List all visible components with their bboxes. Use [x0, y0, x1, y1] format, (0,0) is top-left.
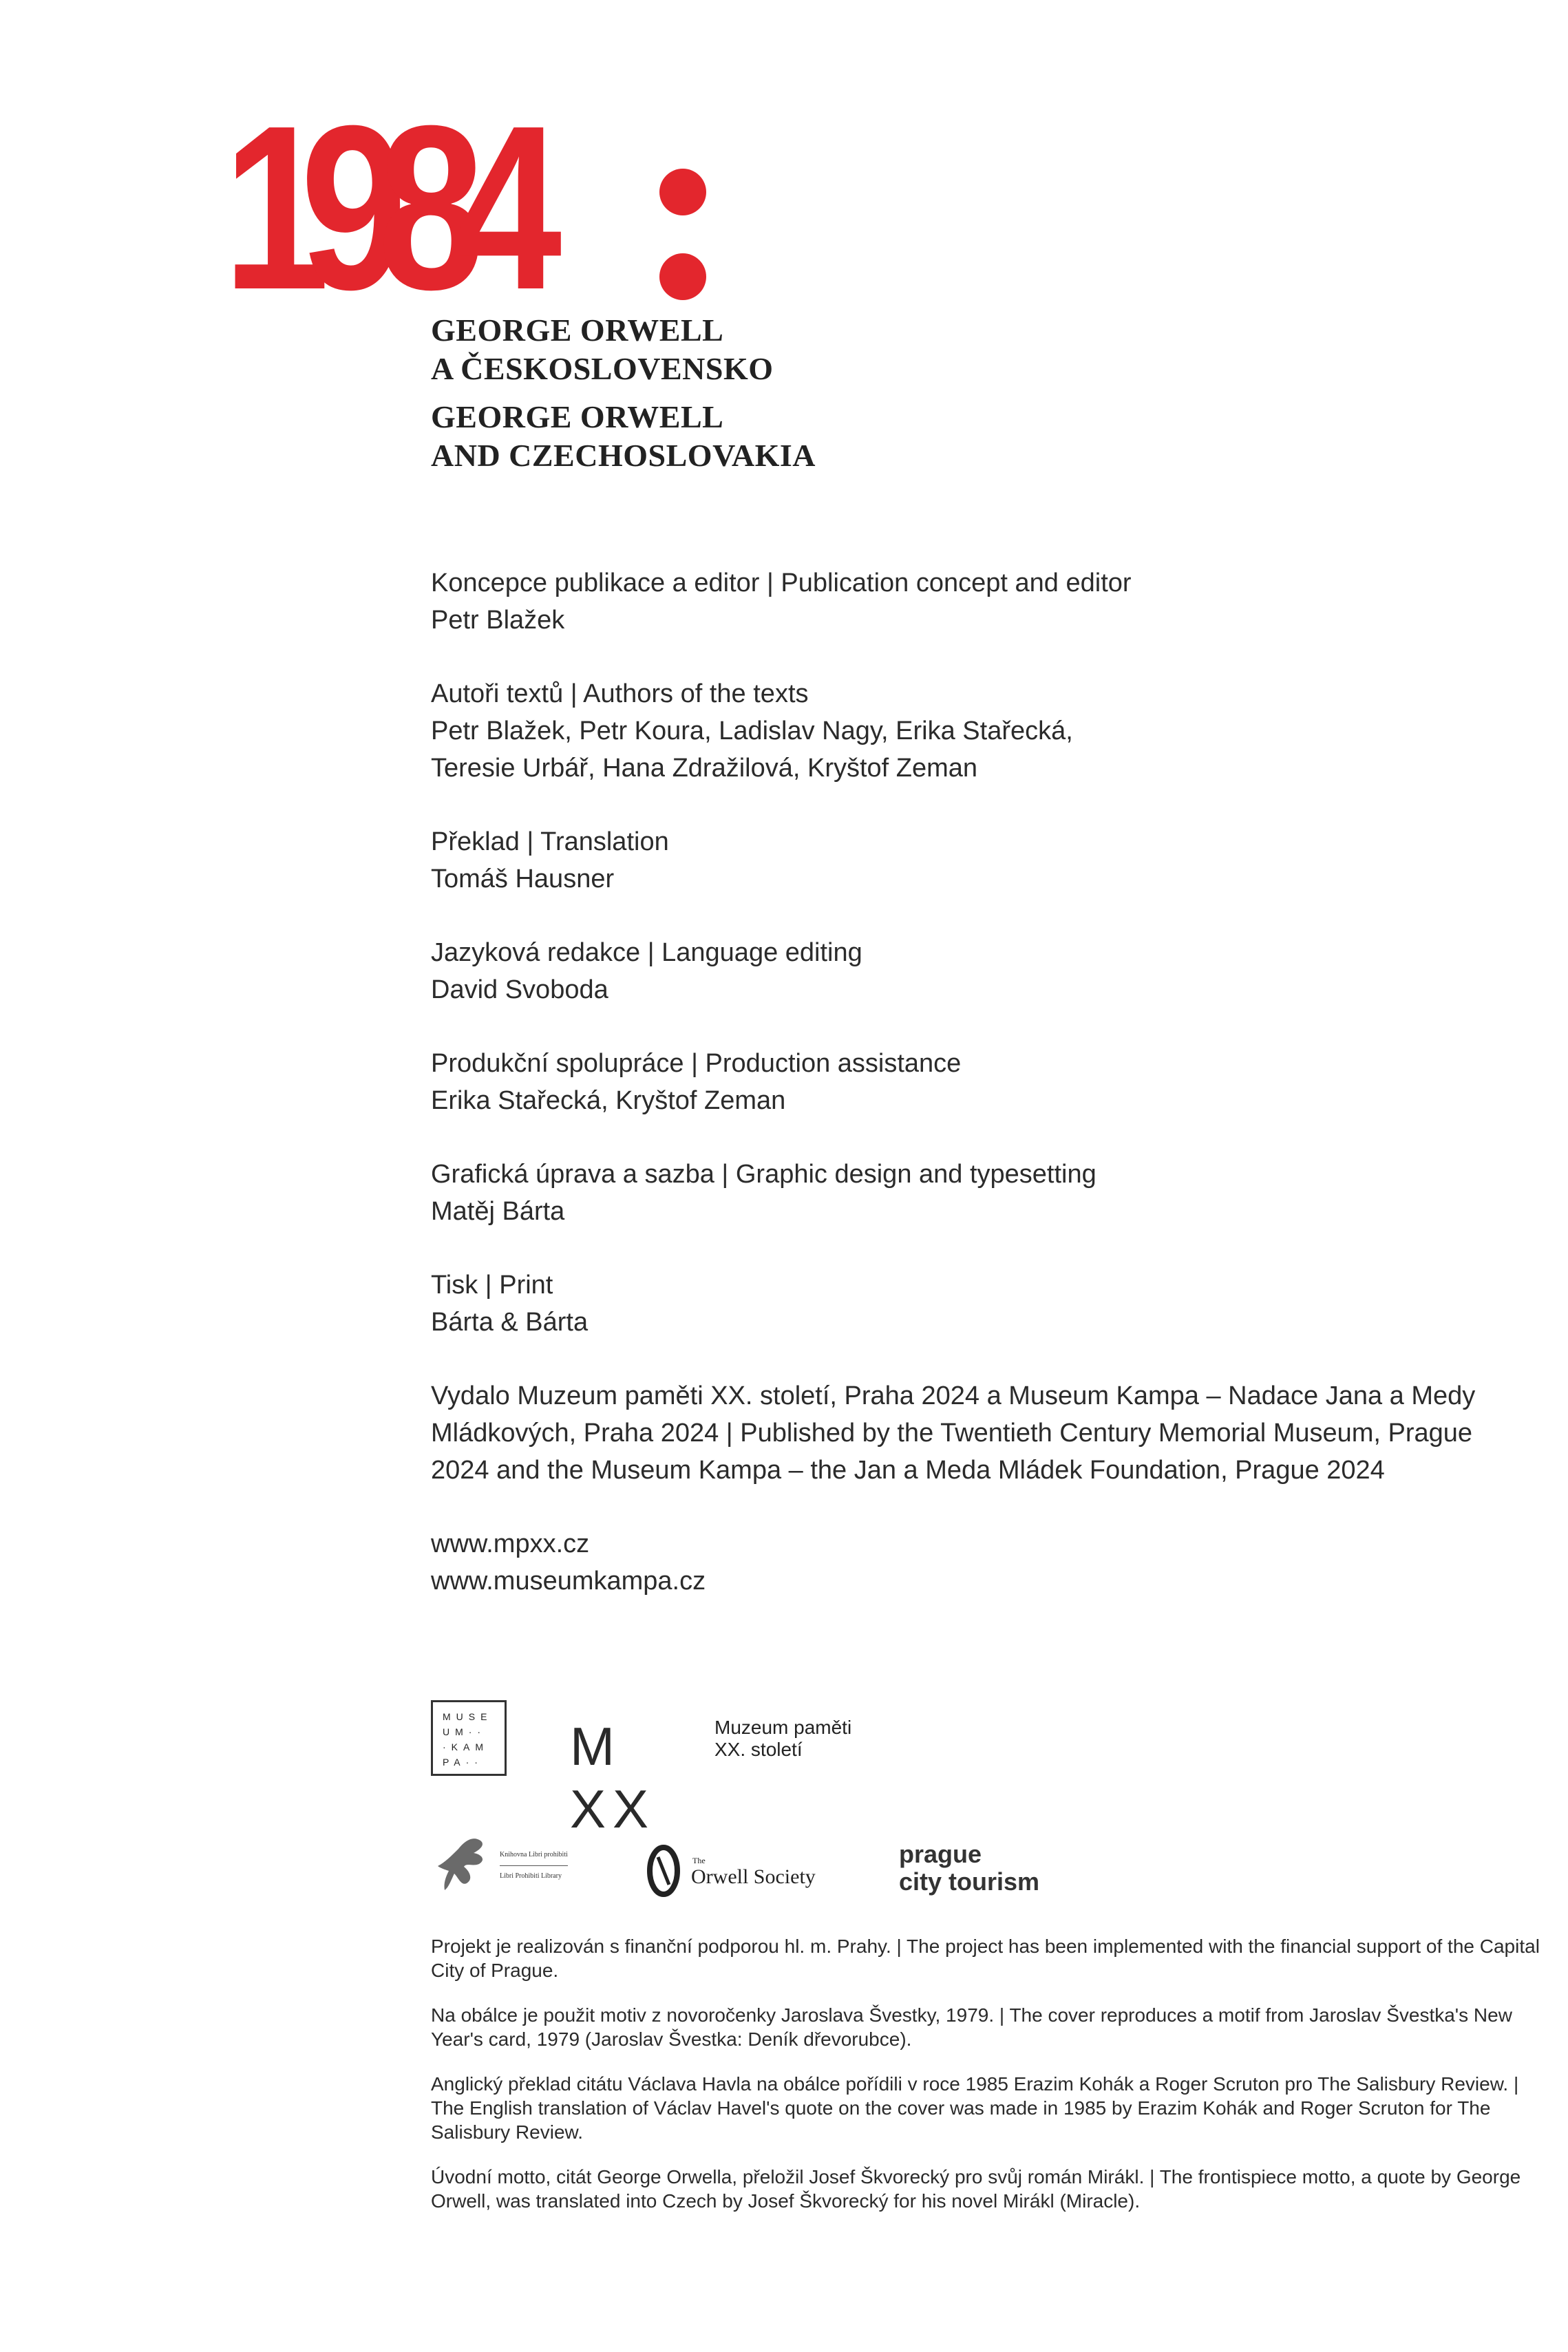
libri-prohibiti-logo-icon — [431, 1828, 500, 1904]
credit-role: Grafická úprava a sazba | Graphic design and typesetting — [431, 1160, 1096, 1189]
title-number: 1984 — [223, 77, 533, 339]
credit-production — [431, 1045, 1560, 1119]
mxx-logo-mark: M XX — [570, 1716, 656, 1839]
credit-name: David Svoboda — [431, 975, 608, 1004]
title-logo-1984 — [223, 77, 600, 339]
credit-role: Tisk | Print — [431, 1271, 553, 1300]
credit-role: Autoři textů | Authors of the texts — [431, 679, 809, 708]
title-en-line2: AND CZECHOSLOVAKIA — [431, 438, 816, 473]
libri-prohibiti-text: Knihovna Libri prohibiti Libri Prohibiti Library — [500, 1845, 568, 1887]
logos-row-museums — [431, 1700, 852, 1839]
credit-role: Překlad | Translation — [431, 827, 669, 856]
logos-row-partners — [431, 1825, 1119, 1908]
credit-name: Erika Stařecká, Kryštof Zeman — [431, 1086, 786, 1115]
website-link-kampa[interactable]: www.museumkampa.cz — [431, 1567, 706, 1596]
credit-name: Bárta & Bárta — [431, 1308, 589, 1337]
credit-print — [431, 1267, 1560, 1341]
prague-city-tourism-logo: prague city tourism — [899, 1840, 1040, 1896]
credit-name: Teresie Urbář, Hana Zdražilová, Kryštof Zeman — [431, 754, 978, 783]
title-en-line1: GEORGE ORWELL — [431, 399, 724, 434]
publisher-statement: Vydalo Muzeum paměti XX. století, Praha 2024 a Museum Kampa – Nadace Jana a Medy Mládkových, Praha 2024 | Published by the Twentieth Century Memorial Museum, Prague 2024 and the Museum Kampa – the Jan a Meda Mládek Foundation, Prague 2024 — [431, 1381, 1476, 1485]
title-colon — [659, 169, 706, 300]
website-link-mpxx[interactable]: www.mpxx.cz — [431, 1529, 590, 1558]
mxx-logo-text: Muzeum paměti XX. století — [714, 1717, 852, 1760]
book-titles — [431, 311, 816, 475]
credit-name: Petr Blažek — [431, 606, 565, 635]
notes-section — [431, 1934, 1546, 2234]
credit-name: Matěj Bárta — [431, 1197, 565, 1226]
note-funding: Projekt je realizován s finanční podporou hl. m. Prahy. | The project has been implemented with the financial support of the Capital City of Prague. — [431, 1936, 1540, 1981]
credit-role: Koncepce publikace a editor | Publication concept and editor — [431, 569, 1132, 597]
note-havel-translation: Anglický překlad citátu Václava Havla na obálce pořídili v roce 1985 Erazim Kohák a Roger Scruton pro The Salisbury Review. | The English translation of Václav Havel's quote on the cover was made in 1985 by Erazim Kohák and Roger Scruton for The Salisbury Review. — [431, 2073, 1519, 2143]
credits-section — [431, 564, 1560, 1600]
credit-role: Produkční spolupráce | Production assistance — [431, 1049, 962, 1078]
museum-kampa-logo: MUSE UM·· ·KAM PA·· — [431, 1700, 507, 1776]
orwell-society-logo-icon — [646, 1843, 681, 1898]
orwell-society-text: The Orwell Society — [691, 1856, 816, 1888]
title-cz-line1: GEORGE ORWELL — [431, 312, 724, 348]
note-frontispiece: Úvodní motto, citát George Orwella, přeložil Josef Škvorecký pro svůj román Mirákl. | The frontispiece motto, a quote by George Orwell, was translated into Czech by Josef Škvorecký for his novel Mirákl (Miracle). — [431, 2166, 1521, 2212]
title-cz-line2: A ČESKOSLOVENSKO — [431, 351, 774, 386]
websites — [431, 1525, 1560, 1600]
credit-translation — [431, 823, 1560, 898]
note-cover-motif: Na obálce je použit motiv z novoročenky Jaroslava Švestky, 1979. | The cover reproduces a motif from Jaroslav Švestka's New Year's card, 1979 (Jaroslav Švestka: Deník dřevorubce). — [431, 2004, 1512, 2050]
credit-role: Jazyková redakce | Language editing — [431, 938, 862, 967]
credit-language-editing — [431, 934, 1560, 1008]
credit-name: Petr Blažek, Petr Koura, Ladislav Nagy, Erika Stařecká, — [431, 717, 1073, 745]
credit-name: Tomáš Hausner — [431, 865, 615, 893]
credit-design — [431, 1156, 1560, 1230]
credit-authors — [431, 675, 1560, 787]
credit-editor — [431, 564, 1560, 639]
